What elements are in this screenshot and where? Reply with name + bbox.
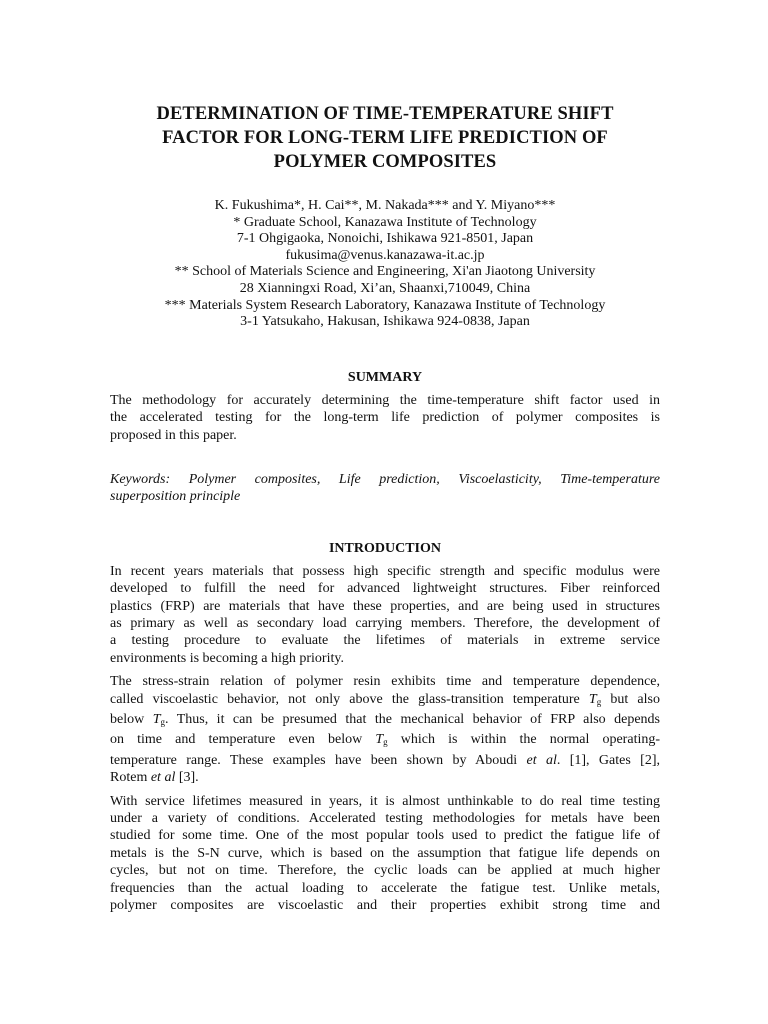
- author-block: [110, 198, 660, 331]
- text-line: [110, 752, 660, 769]
- text-line: The stress-strain relation of polymer resin exhibits time and temperature dependence,: [110, 674, 660, 690]
- affiliation-line: *** Materials System Research Laboratory, Kanazawa Institute of Technology: [164, 297, 606, 313]
- text-fragment: on time and temperature even below: [110, 732, 376, 748]
- text-line: superposition principle: [110, 489, 241, 505]
- affiliation-line: ** School of Materials Science and Engineering, Xi'an Jiaotong University: [174, 264, 596, 280]
- title-line: POLYMER COMPOSITES: [273, 152, 497, 172]
- summary-paragraph: [110, 392, 660, 444]
- text-line: as primary as well as secondary load carrying members. Therefore, the development of: [110, 616, 660, 631]
- text-line: With service lifetimes measured in years, it is almost unthinkable to do real time testing: [110, 793, 660, 809]
- text-line: under a variety of conditions. Accelerated testing methodologies for metals have been: [110, 811, 660, 827]
- text-fragment: . Thus, it can be presumed that the mechanical behavior of FRP also depends: [164, 712, 660, 728]
- text-line: [110, 691, 660, 711]
- text-line: developed to fulfill the need for advanced lightweight structures. Fiber reinforced: [110, 581, 660, 597]
- tg-subscript: g: [596, 696, 602, 707]
- text-fragment: called viscoelastic behavior, not only above the glass-transition temperature: [110, 691, 589, 707]
- text-line: studied for some time. One of the most popular tools used to predict the fatigue life of: [110, 828, 660, 844]
- text-line: plastics (FRP) are materials that have these properties, and are being used in structures: [110, 598, 660, 614]
- tg-symbol: T: [375, 732, 384, 748]
- affiliation-line: 7-1 Ohgigaoka, Nonoichi, Ishikawa 921-8501, Japan: [236, 231, 534, 247]
- text-line: a testing procedure to evaluate the lifetimes of materials in extreme service: [110, 633, 660, 649]
- text-line: the accelerated testing for the long-term life prediction of polymer composites is: [110, 410, 660, 426]
- text-line: metals is the S-N curve, which is based on the assumption that fatigue life depends on: [110, 845, 660, 861]
- title-line: DETERMINATION OF TIME-TEMPERATURE SHIFT: [156, 104, 614, 124]
- affiliation-line: 28 Xianningxi Road, Xi’an, Shaanxi,710049, China: [239, 280, 531, 296]
- text-line: [110, 731, 660, 751]
- text-line: polymer composites are viscoelastic and their properties exhibit strong time and: [110, 898, 660, 914]
- text-fragment: temperature range. These examples have been shown by Aboudi: [110, 752, 527, 768]
- text-line: proposed in this paper.: [110, 427, 237, 443]
- text-fragment: which is within the normal operating-: [387, 732, 661, 748]
- introduction-heading: INTRODUCTION: [328, 540, 441, 556]
- text-line: [110, 711, 660, 731]
- paper-page: [110, 102, 660, 915]
- text-line: environments is becoming a high priority.: [110, 650, 344, 666]
- text-line: [110, 769, 660, 786]
- summary-heading: SUMMARY: [347, 369, 423, 385]
- text-line: In recent years materials that possess high specific strength and specific modulus were: [110, 563, 660, 579]
- title-line: FACTOR FOR LONG-TERM LIFE PREDICTION OF: [162, 128, 608, 148]
- text-line: The methodology for accurately determining the time-temperature shift factor used in: [110, 392, 660, 408]
- text-line: cycles, but not on time. Therefore, the cyclic loads can be applied at much higher: [110, 863, 660, 879]
- introduction-paragraph-2: [110, 673, 660, 786]
- affiliation-line: 3-1 Yatsukaho, Hakusan, Ishikawa 924-0838, Japan: [240, 314, 530, 330]
- text-fragment: [3].: [175, 770, 199, 786]
- author-names: K. Fukushima*, H. Cai**, M. Nakada*** and Y. Miyano***: [214, 198, 556, 213]
- text-line: Keywords: Polymer composites, Life prediction, Viscoelasticity, Time-temperature: [110, 471, 660, 487]
- tg-subscript: g: [383, 737, 388, 748]
- text-line: frequencies than the actual loading to accelerate the fatigue test. Unlike metals,: [110, 880, 660, 896]
- introduction-paragraph-1: [110, 563, 660, 667]
- text-fragment: . [1], Gates [2],: [556, 752, 661, 768]
- introduction-paragraph-3: [110, 793, 660, 915]
- tg-symbol: T: [152, 712, 161, 728]
- keywords-paragraph: [110, 471, 660, 506]
- tg-symbol: T: [588, 691, 597, 707]
- et-al: et al: [150, 770, 176, 786]
- text-fragment: below: [110, 712, 153, 728]
- tg-subscript: g: [160, 717, 165, 728]
- author-email: fukusima@venus.kanazawa-it.ac.jp: [285, 247, 485, 263]
- et-al: et al: [526, 752, 557, 768]
- affiliation-line: * Graduate School, Kanazawa Institute of Technology: [233, 214, 537, 230]
- text-fragment: Rotem: [110, 770, 151, 786]
- paper-title: [110, 102, 660, 174]
- text-fragment: but also: [601, 691, 660, 707]
